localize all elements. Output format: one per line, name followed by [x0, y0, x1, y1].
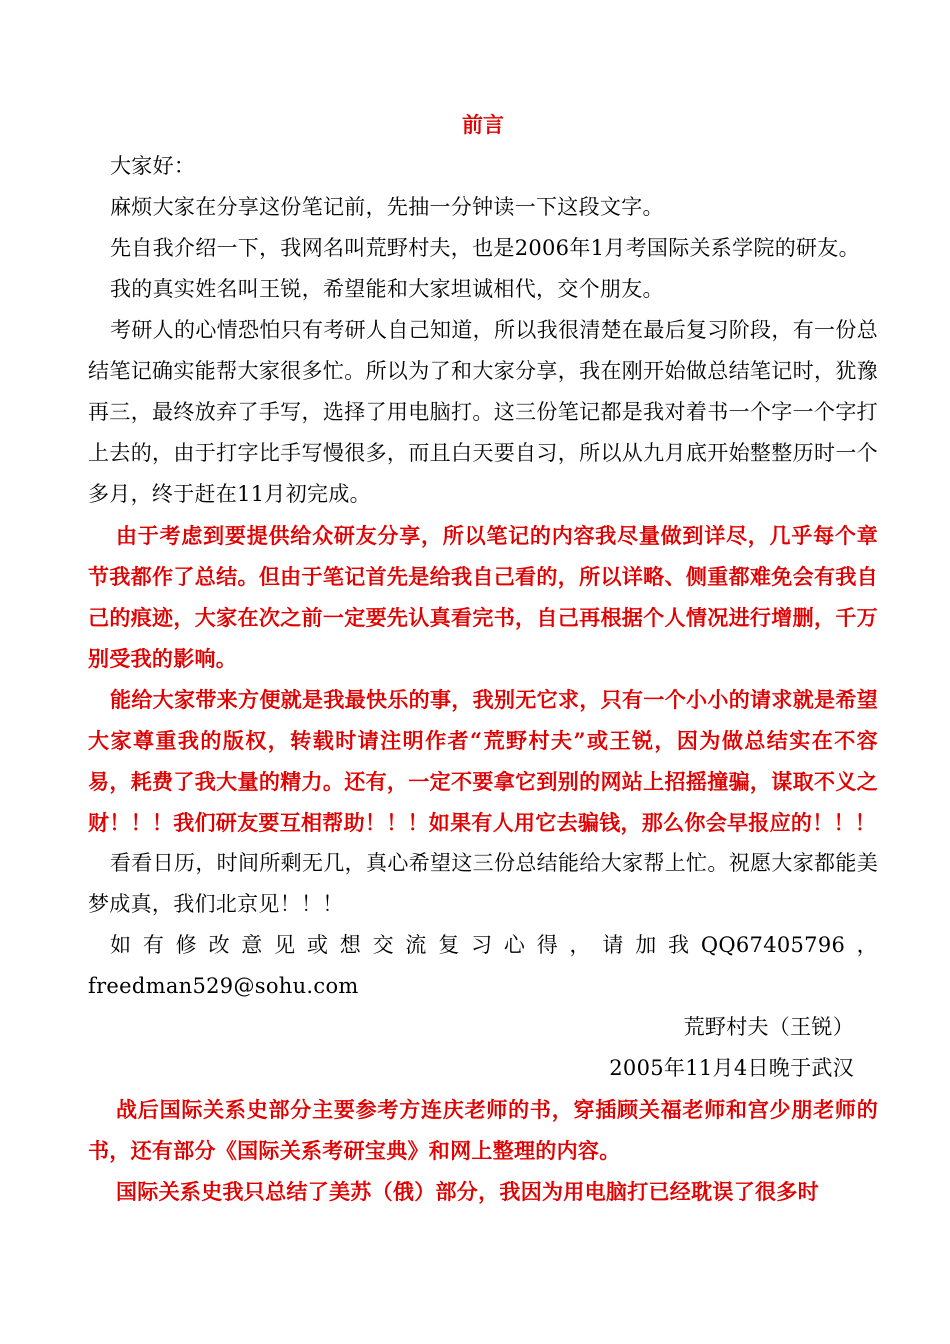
paragraph-real-name: 我的真实姓名叫王锐，希望能和大家坦诚相代，交个朋友。: [110, 277, 664, 301]
paragraph-wishes: 看看日历，时间所剩无几，真心希望这三份总结能给大家帮上忙。祝愿大家都能美梦成真，我们北京见！！！: [88, 851, 878, 916]
signature-date: 2005年11月4日晚于武汉: [609, 1056, 854, 1080]
document-title: 前言: [462, 112, 504, 137]
paragraph-intro: 先自我介绍一下，我网名叫荒野村夫，也是2006年1月考国际关系学院的研友。: [110, 236, 860, 260]
document-page: [88, 108, 878, 1212]
signature-name: 荒野村夫（王锐）: [683, 1015, 854, 1039]
red-note-scope: 国际关系史我只总结了美苏（俄）部分，我因为用电脑打已经耽误了很多时: [116, 1179, 819, 1204]
greeting: 大家好：: [110, 154, 196, 178]
red-paragraph-content-note: 由于考虑到要提供给众研友分享，所以笔记的内容我尽量做到详尽，几乎每个章节我都作了总结。但由于笔记首先是给我自己看的，所以详略、侧重都难免会有我自己的痕迹，大家在次之前一定要先认真看完书，自己再根据个人情况进行增删，千万别受我的影响。: [88, 523, 878, 671]
paragraph-contact: 如有修改意见或想交流复习心得，请加我QQ67405796，freedman529@sohu.com: [88, 933, 878, 998]
paragraph-motivation: 考研人的心情恐怕只有考研人自己知道，所以我很清楚在最后复习阶段，有一份总结笔记确实能帮大家很多忙。所以为了和大家分享，我在刚开始做总结笔记时，犹豫再三，最终放弃了手写，选择了用电脑打。这三份笔记都是我对着书一个字一个字打上去的，由于打字比手写慢很多，而且白天要自习，所以从九月底开始整整历时一个多月，终于赶在11月初完成。: [88, 318, 878, 506]
red-note-references: 战后国际关系史部分主要参考方连庆老师的书，穿插顾关福老师和宫少朋老师的书，还有部分《国际关系考研宝典》和网上整理的内容。: [88, 1097, 878, 1163]
red-paragraph-copyright: 能给大家带来方便就是我最快乐的事，我别无它求，只有一个小小的请求就是希望大家尊重我的版权，转载时请注明作者“荒野村夫”或王锐，因为做总结实在不容易，耗费了我大量的精力。还有，一定不要拿它到别的网站上招摇撞骗，谋取不义之财！！！我们研友要互相帮助！！！如果有人用它去骗钱，那么你会早报应的！！！: [88, 687, 878, 835]
paragraph-request: 麻烦大家在分享这份笔记前，先抽一分钟读一下这段文字。: [110, 195, 664, 219]
